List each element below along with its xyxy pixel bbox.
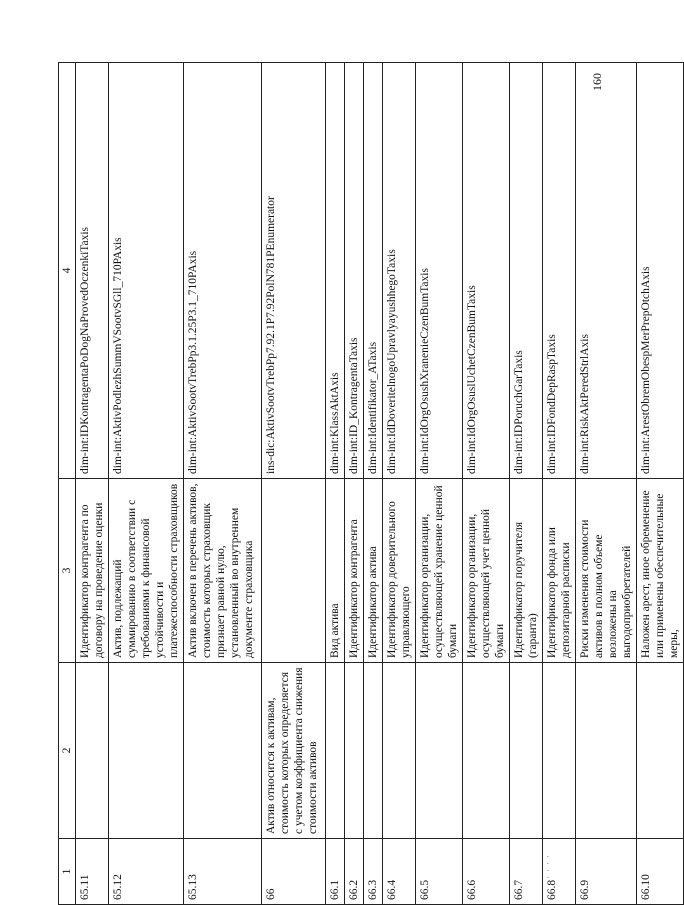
row-code: dim-int:KlassAktAxis [326,63,345,479]
table-row [463,63,510,905]
row-description: Актив, подлежащий суммированию в соответствии с требованиями к финансовой устойчивости и платежеспособности страховщиков [109,479,184,663]
row-description: Идентификатор организации, осуществляющей хранение ценной бумаги [416,479,463,663]
table-row [109,63,184,905]
row-name [416,663,463,839]
row-number: 66.9 [576,839,637,905]
table-row [510,63,543,905]
row-name [463,663,510,839]
page-number: 160 [590,73,604,91]
row-name [383,663,416,839]
row-number: 65.11 [76,839,109,905]
table-row [262,63,326,905]
row-description: Актив включен в перечень активов, стоимость которых страховщик признает равной нулю, установленный во внутреннем документе страховщика [184,479,262,663]
header-col-3: 3 [59,479,76,663]
row-number: 65.12 [109,839,184,905]
row-description: Идентификатор поручителя (гаранта) [510,479,543,663]
row-description: Идентификатор доверительного управляющего [383,479,416,663]
header-col-2: 2 [59,663,76,839]
row-number: 66.4 [383,839,416,905]
row-name [76,663,109,839]
row-number: 65.13 [184,839,262,905]
row-code: ins-dic:AktivSootvTrebPp7.92.1P7.92PolN781PEnumerator [262,63,326,479]
row-code: dim-int:RiskAktPeredStrlAxis [576,63,637,479]
row-code: dim-int:ID_KontragentaTaxis [345,63,364,479]
row-code: dim-int:IDPoruchGarTaxis [510,63,543,479]
table-row [326,63,345,905]
table-row [364,63,383,905]
row-description [262,479,326,663]
table-row [345,63,364,905]
row-number: 66.10 [637,839,684,905]
document-table [58,62,684,905]
row-code: dim-int:Identifikator_ATaxis [364,63,383,479]
row-number: 66.7 [510,839,543,905]
header-col-4: 4 [59,63,76,479]
row-code: dim-int:ArestObremObespMerPrepOtchAxis [637,63,684,479]
row-name [326,663,345,839]
row-code: dim-int:IdDoveritelnogoUpravlyayushhegoTaxis [383,63,416,479]
table-row [184,63,262,905]
table-row [383,63,416,905]
row-code: dim-int:IdOrgOsushXranenieCzenBumTaxis [416,63,463,479]
row-code: dim-int:AktivPodlezhSummVSootvSGll_710PAxis [109,63,184,479]
row-name [510,663,543,839]
table-row [416,63,463,905]
row-description: Идентификатор актива [364,479,383,663]
row-code: dim-int:IdOrgOsuslUchetCzenBumTaxis [463,63,510,479]
row-description: Вид актива [326,479,345,663]
row-name [576,663,637,839]
header-col-1: 1 [59,839,76,905]
row-number: 66 [262,839,326,905]
row-number: 66.3 [364,839,383,905]
row-number: 66.1 [326,839,345,905]
row-name [637,663,684,839]
row-code: dim-int:AktivSootvTrebPp3.1.25P3.1_710PAxis [184,63,262,479]
row-name [184,663,262,839]
table-header-row [59,63,76,905]
table-row [637,63,684,905]
row-description: Идентификатор контрагента [345,479,364,663]
row-description: Идентификатор организации, осуществляющей учет ценной бумаги [463,479,510,663]
row-name: Актив относится к активам, стоимость которых определяется с учетом коэффициента снижения стоимости активов [262,663,326,839]
row-name [364,663,383,839]
table-row [576,63,637,905]
row-description: Идентификатор фонда или депозитарной расписки [543,479,576,663]
rotated-page [58,63,680,905]
row-number: 66.2 [345,839,364,905]
table-row [76,63,109,905]
row-name [543,663,576,839]
scan-mark: ' ' ' ' [546,853,554,878]
row-number: 66.8 [543,839,576,905]
table-row [543,63,576,905]
row-number: 66.5 [416,839,463,905]
row-description: Идентификатор контрагента по договору на проведение оценки [76,479,109,663]
row-code: dim-int:IDFondDepRaspTaxis [543,63,576,479]
row-name [109,663,184,839]
row-description: Риски изменения стоимости активов в полном объеме возложены на выгодоприобретателей [576,479,637,663]
row-description: Наложен арест, иное обременение или применены обеспечительные меры, [637,479,684,663]
row-name [345,663,364,839]
row-number: 66.6 [463,839,510,905]
row-code: dim-int:IDKontragentaPoDogNaProvedOczenkiTaxis [76,63,109,479]
